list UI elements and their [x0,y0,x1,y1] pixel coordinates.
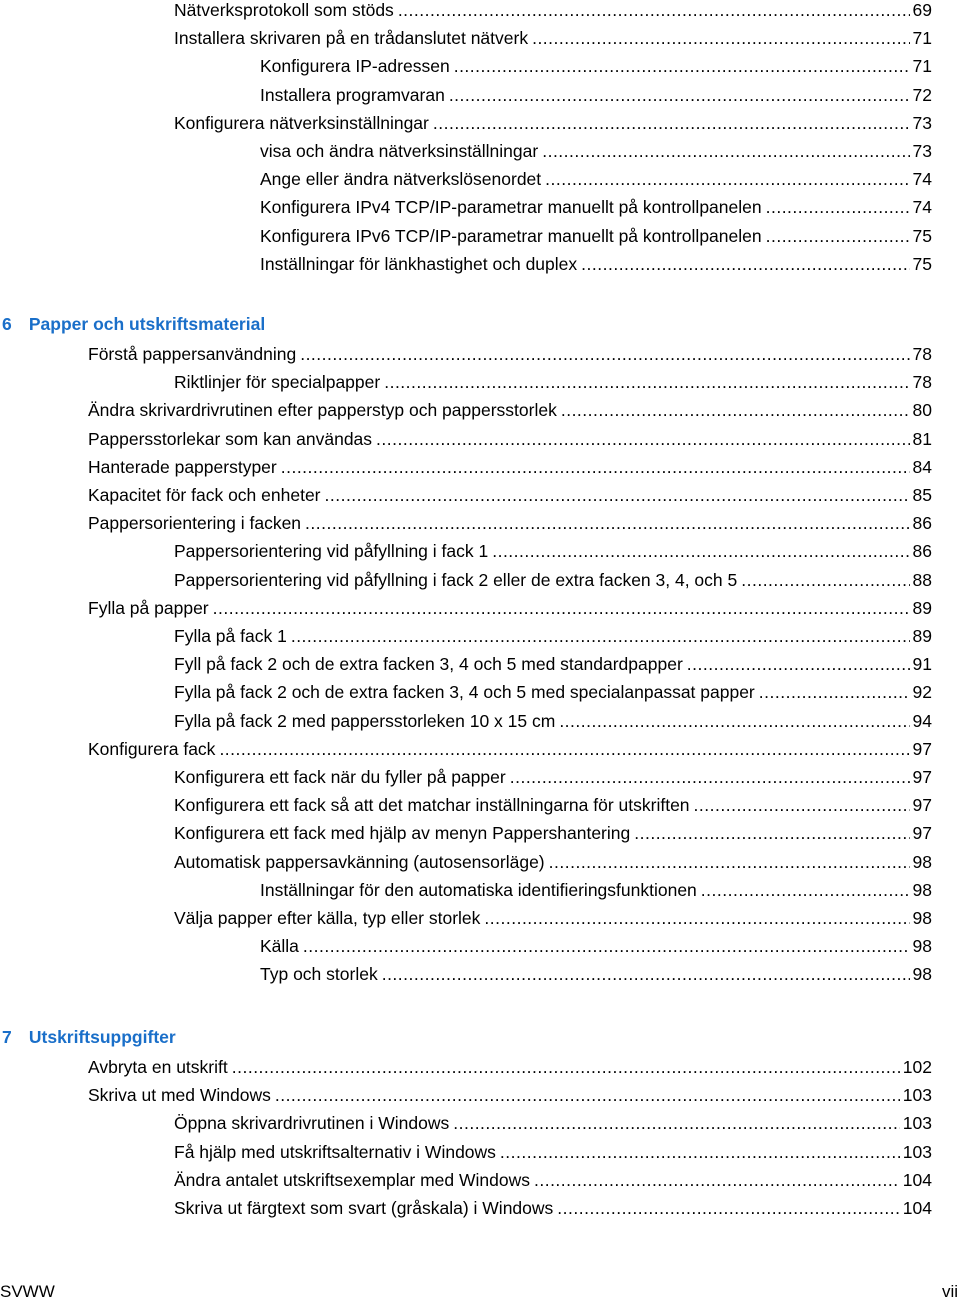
dot-leader [701,876,910,904]
toc-entry-title: Ändra skrivardrivrutinen efter papperstyp och pappersstorlek [88,400,557,421]
toc-entry-title: Förstå pappersanvändning [88,344,297,364]
toc-entry-page-number: 75 [912,225,932,246]
chapter-title: Papper och utskriftsmaterial [28,314,266,334]
toc-entry-page-number: 71 [912,56,932,77]
toc-entry[interactable] [0,222,960,250]
toc-entry-page-number: 78 [912,344,932,364]
toc-entry[interactable] [0,1053,960,1081]
toc-entry-page-number: 97 [912,767,932,787]
toc-entry-title: Konfigurera IPv6 TCP/IP-parametrar manuellt på kontrollpanelen [260,225,762,246]
toc-entry-title: Nätverksprotokoll som stöds [174,0,394,20]
toc-entry[interactable] [0,137,960,165]
toc-entry-title: Konfigurera IP-adressen [260,56,450,77]
toc-entry-title: Installera skrivaren på en trådanslutet nätverk [174,28,529,49]
toc-entry-title: Hanterade papperstyper [88,456,277,477]
toc-entry-title: Konfigurera ett fack så att det matchar inställningarna för utskriften [174,795,690,816]
toc-entry-page-number: 104 [902,1198,932,1218]
dot-leader [275,1081,900,1109]
toc-entry-title: Källa [260,936,299,957]
dot-leader [232,1053,900,1081]
toc-entry-title: Konfigurera ett fack när du fyller på papper [174,767,506,787]
toc-entry[interactable] [0,250,960,278]
dot-leader [634,819,909,847]
toc-entry-page-number: 103 [902,1113,932,1134]
toc-entry-page-number: 102 [902,1057,932,1077]
toc-entry[interactable] [0,509,960,537]
toc-entry-page-number: 98 [912,879,932,900]
toc-entry[interactable] [0,735,960,763]
toc-entry-page-number: 75 [912,253,932,274]
toc-entry-page-number: 86 [912,541,932,562]
dot-leader [433,109,910,137]
dot-leader [561,396,910,424]
dot-leader [510,763,910,791]
toc-entry-title: Pappersorientering i facken [88,513,302,534]
toc-entry[interactable] [0,368,960,396]
dot-leader [759,678,910,706]
toc-entry-title: Konfigurera fack [88,738,216,759]
toc-entry[interactable] [0,566,960,594]
toc-entry-title: Ändra antalet utskriftsexemplar med Windows [174,1169,530,1190]
toc-entry[interactable] [0,109,960,137]
dot-leader [213,594,910,622]
toc-entry-title: Fylla på fack 2 med pappersstorleken 10 x 15 cm [174,710,556,731]
dot-leader [559,707,909,735]
chapter-number: 7 [2,1027,12,1047]
toc-entry-title: Pappersorientering vid påfyllning i fack 1 [174,541,489,562]
toc-entry-page-number: 73 [912,112,932,133]
toc-entry-title: Avbryta en utskrift [88,1057,228,1077]
dot-leader [219,735,909,763]
toc-entry[interactable] [0,763,960,791]
footer-label: SVWW [0,1282,55,1301]
toc-entry-page-number: 89 [912,597,932,618]
chapter-number: 6 [2,314,12,334]
toc-entry-title: Fylla på fack 1 [174,626,287,646]
toc-entry[interactable] [0,425,960,453]
dot-leader [325,481,910,509]
dot-leader [694,791,910,819]
toc-entry-page-number: 74 [912,197,932,218]
toc-entry-title: Inställningar för länkhastighet och duplex [260,253,578,274]
toc-entry-page-number: 104 [902,1169,932,1190]
toc-entry[interactable] [0,52,960,80]
dot-leader [542,137,909,165]
dot-leader [384,368,909,396]
toc-entry-title: Inställningar för den automatiska identifieringsfunktionen [260,879,697,900]
dot-leader [534,1166,900,1194]
toc-entry-page-number: 69 [912,0,932,20]
toc-entry-page-number: 86 [912,513,932,534]
toc-entry[interactable] [0,622,960,650]
toc-entry[interactable] [0,678,960,706]
dot-leader [281,453,910,481]
toc-entry-title: Öppna skrivardrivrutinen i Windows [174,1113,450,1134]
dot-leader [376,425,909,453]
toc-entry-title: Fyll på fack 2 och de extra facken 3, 4 och 5 med standardpapper [174,654,683,675]
dot-leader [398,0,910,24]
toc-entry-page-number: 74 [912,169,932,190]
toc-entry-title: Installera programvaran [260,84,445,105]
dot-leader [545,165,909,193]
chapter-heading-6 [0,310,265,338]
toc-entry-page-number: 89 [912,626,932,646]
toc-entry-page-number: 98 [912,964,932,985]
toc-entry-title: Typ och storlek [260,964,378,985]
toc-entry[interactable] [0,0,960,24]
dot-leader [532,24,909,52]
toc-entry[interactable] [0,481,960,509]
dot-leader [766,193,910,221]
dot-leader [500,1138,900,1166]
toc-entry[interactable] [0,904,960,932]
dot-leader [305,509,909,537]
toc-entry-title: Konfigurera IPv4 TCP/IP-parametrar manuellt på kontrollpanelen [260,197,762,218]
dot-leader [449,81,910,109]
toc-entry-page-number: 97 [912,795,932,816]
toc-entry-page-number: 85 [912,485,932,505]
dot-leader [557,1194,900,1222]
dot-leader [454,52,910,80]
toc-entry-page-number: 78 [912,372,932,393]
toc-entry-page-number: 72 [912,84,932,105]
toc-entry-title: Kapacitet för fack och enheter [88,485,321,505]
toc-entry-page-number: 91 [912,654,932,675]
toc-entry[interactable] [0,791,960,819]
dot-leader [303,932,910,960]
chapter-heading-7 [0,1023,176,1051]
toc-entry-page-number: 103 [902,1141,932,1162]
dot-leader [687,650,910,678]
dot-leader [741,566,909,594]
toc-entry[interactable] [0,193,960,221]
chapter-title: Utskriftsuppgifter [28,1027,176,1047]
toc-entry[interactable] [0,453,960,481]
toc-entry-title: Fylla på papper [88,597,209,618]
toc-entry-title: Få hjälp med utskriftsalternativ i Windows [174,1141,496,1162]
toc-entry-page-number: 84 [912,456,932,477]
toc-entry[interactable] [0,819,960,847]
toc-entry[interactable] [0,1166,960,1194]
toc-entry[interactable] [0,537,960,565]
toc-entry[interactable] [0,24,960,52]
toc-entry-page-number: 103 [902,1085,932,1106]
toc-entry-page-number: 80 [912,400,932,421]
toc-entry-page-number: 92 [912,682,932,703]
dot-leader [492,537,909,565]
toc-entry[interactable] [0,876,960,904]
toc-entry[interactable] [0,340,960,368]
toc-entry[interactable] [0,81,960,109]
dot-leader [300,340,909,368]
toc-entry-title: Konfigurera nätverksinställningar [174,112,429,133]
toc-entry-title: Skriva ut med Windows [88,1085,271,1106]
dot-leader [766,222,910,250]
toc-entry-page-number: 98 [912,936,932,957]
toc-entry[interactable] [0,960,960,988]
dot-leader [484,904,909,932]
toc-entry-title: Välja papper efter källa, typ eller storlek [174,908,481,928]
toc-entry-title: Ange eller ändra nätverkslösenordet [260,169,542,190]
toc-entry[interactable] [0,594,960,622]
footer-page-number: vii [941,1282,958,1301]
toc-entry[interactable] [0,1138,960,1166]
toc-entry-page-number: 73 [912,141,932,161]
toc-entry-page-number: 71 [912,28,932,49]
toc-entry-title: Pappersorientering vid påfyllning i fack 2 eller de extra facken 3, 4, och 5 [174,569,738,590]
toc-entry-page-number: 97 [912,738,932,759]
dot-leader [453,1109,900,1137]
toc-entry-page-number: 98 [912,851,932,872]
toc-entry[interactable] [0,165,960,193]
toc-entry-page-number: 88 [912,569,932,590]
toc-entry-title: Fylla på fack 2 och de extra facken 3, 4 och 5 med specialanpassat papper [174,682,755,703]
dot-leader [549,848,910,876]
toc-entry-title: Konfigurera ett fack med hjälp av menyn Pappershantering [174,823,631,844]
toc-entry-page-number: 94 [912,710,932,731]
dot-leader [382,960,910,988]
toc-entry-title: Automatisk pappersavkänning (autosensorläge) [174,851,545,872]
toc-entry[interactable] [0,1194,960,1222]
toc-entry-title: Riktlinjer för specialpapper [174,372,381,393]
toc-entry[interactable] [0,396,960,424]
toc-entry-page-number: 97 [912,823,932,844]
toc-entry-title: visa och ändra nätverksinställningar [260,141,539,161]
dot-leader [291,622,910,650]
toc-entry-page-number: 98 [912,908,932,928]
toc-entry[interactable] [0,650,960,678]
toc-entry-title: Skriva ut färgtext som svart (gråskala) i Windows [174,1198,554,1218]
dot-leader [581,250,909,278]
toc-entry[interactable] [0,1109,960,1137]
toc-entry[interactable] [0,848,960,876]
toc-entry[interactable] [0,1081,960,1109]
toc-entry[interactable] [0,707,960,735]
toc-entry-title: Pappersstorlekar som kan användas [88,428,373,449]
toc-entry-page-number: 81 [912,428,932,449]
toc-entry[interactable] [0,932,960,960]
